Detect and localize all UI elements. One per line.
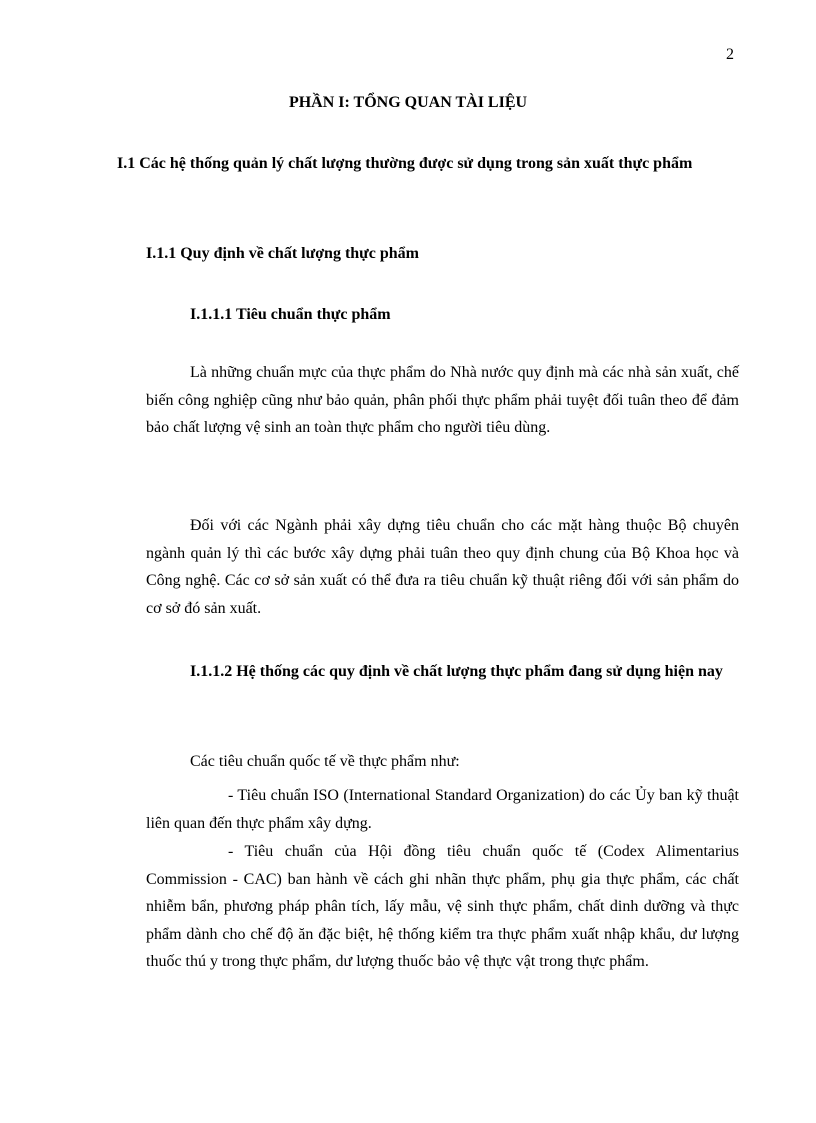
- list-item-iso: - Tiêu chuẩn ISO (International Standard Organization) do các Ủy ban kỹ thuật liên quan đến thực phẩm xây dựng.: [146, 787, 739, 832]
- page-title: PHẦN I: TỔNG QUAN TÀI LIỆU: [288, 94, 528, 111]
- paragraph-ministry-standards: Đối với các Ngành phải xây dựng tiêu chuẩn cho các mặt hàng thuộc Bộ chuyên ngành quản lý thì các bước xây dựng phải tuân theo quy định chung của Bộ Khoa học và Công nghệ. Các cơ sở sản xuất có thể đưa ra tiêu chuẩn kỹ thuật riêng đối với sản phẩm do cơ sở đó sản xuất.: [146, 517, 739, 617]
- paragraph-international-standards-intro: Các tiêu chuẩn quốc tế về thực phẩm như:: [190, 753, 460, 770]
- section-heading-i1-1: I.1.1 Quy định về chất lượng thực phẩm: [146, 245, 419, 262]
- section-heading-i1: I.1 Các hệ thống quản lý chất lượng thường được sử dụng trong sản xuất thực phẩm: [117, 155, 693, 172]
- paragraph-food-standard-definition: Là những chuẩn mực của thực phẩm do Nhà nước quy định mà các nhà sản xuất, chế biến công nghiệp cũng như bảo quản, phân phối thực phẩm phải tuyệt đối tuân theo để đảm bảo chất lượng vệ sinh an toàn thực phẩm cho người tiêu dùng.: [146, 364, 739, 436]
- section-heading-i1-1-2: I.1.1.2 Hệ thống các quy định về chất lượng thực phẩm đang sử dụng hiện nay: [190, 663, 723, 680]
- page-number: 2: [726, 46, 734, 63]
- list-item-codex: - Tiêu chuẩn của Hội đồng tiêu chuẩn quốc tế (Codex Alimentarius Commission - CAC) ban hành về cách ghi nhãn thực phẩm, phụ gia thực phẩm, các chất nhiễm bẩn, phương pháp phân tích, lấy mẫu, vệ sinh thực phẩm, chất dinh dưỡng và thực phẩm dành cho chế độ ăn đặc biệt, hệ thống kiểm tra thực phẩm xuất nhập khẩu, dư lượng thuốc thú y trong thực phẩm, dư lượng thuốc bảo vệ thực vật trong thực phẩm.: [146, 843, 739, 970]
- section-heading-i1-1-1: I.1.1.1 Tiêu chuẩn thực phẩm: [190, 306, 391, 323]
